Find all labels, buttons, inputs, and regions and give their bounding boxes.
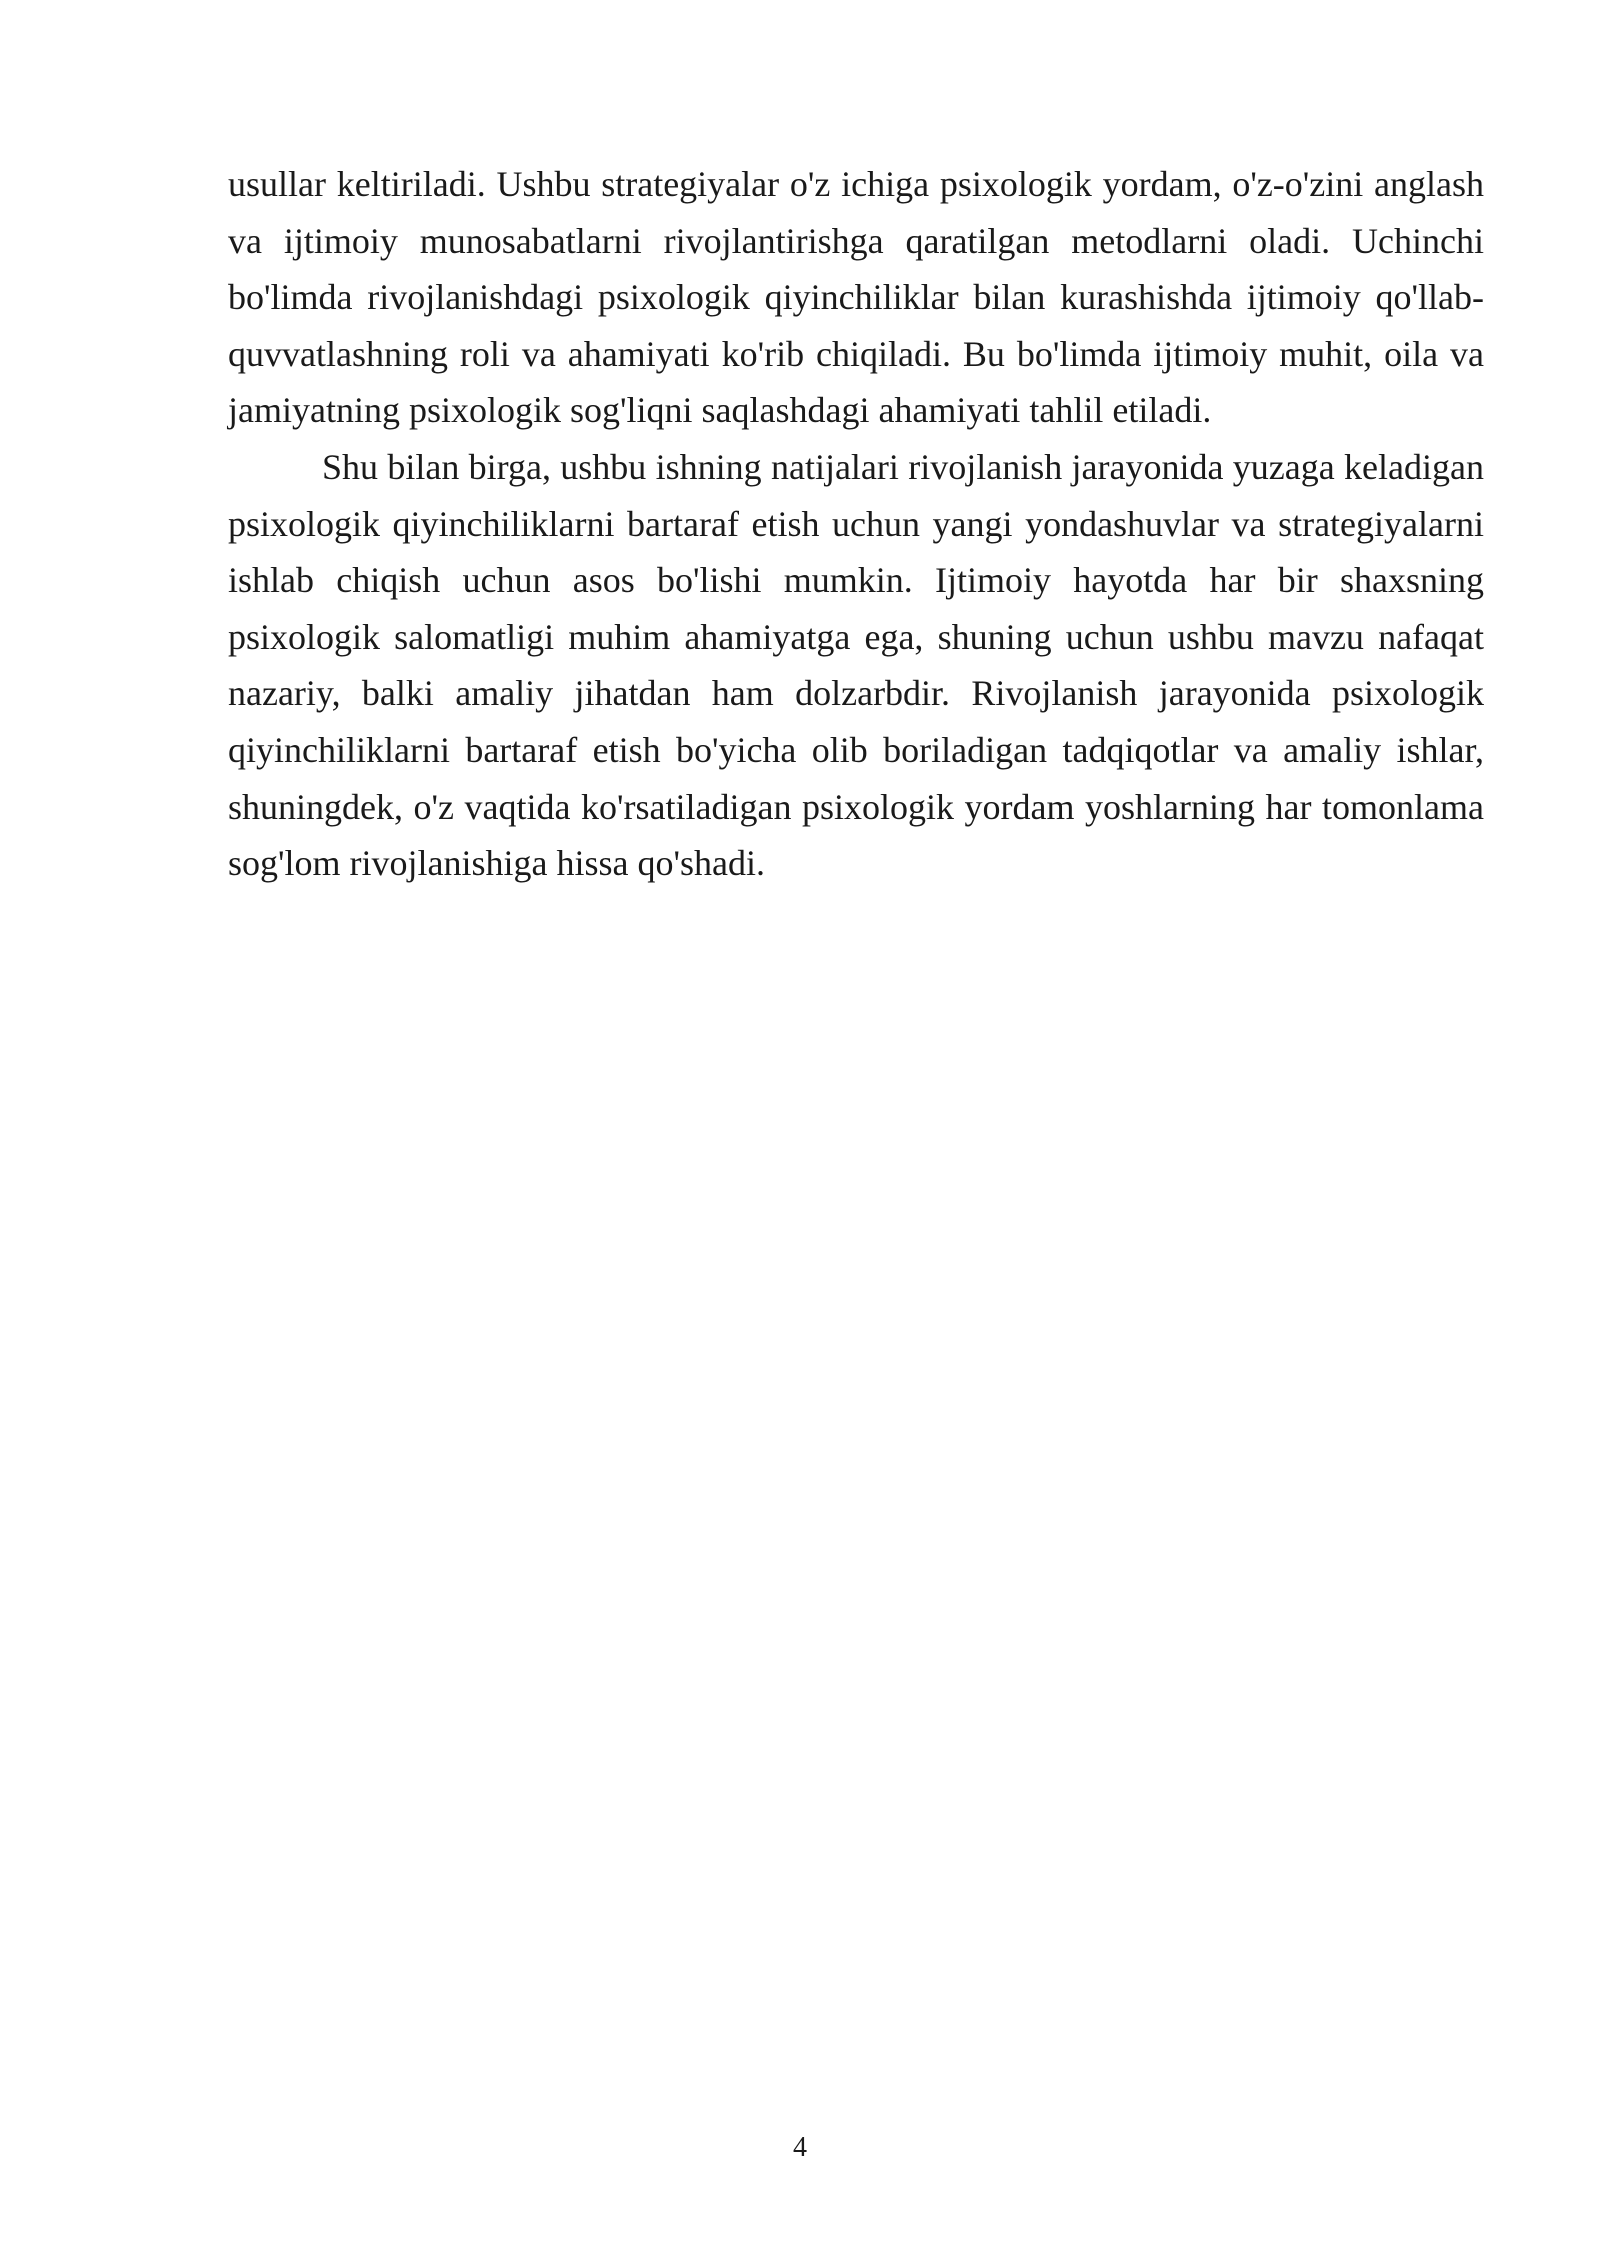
page-number: 4 [793,2132,807,2163]
paragraph-continuation: usullar keltiriladi. Ushbu strategiyalar o'z ichiga psixologik yordam, o'z-o'zini anglash va ijtimoiy munosabatlarni rivojlantirishga qaratilgan metodlarni oladi. Uchinchi bo'limda rivojlanishdagi psixologik qiyinchiliklar bilan kurashishda ijtimoiy qo'llab-quvvatlashning roli va ahamiyati ko'rib chiqiladi. Bu bo'limda ijtimoiy muhit, oila va jamiyatning psixologik sog'liqni saqlashdagi ahamiyati tahlil etiladi. [228,164,1484,431]
body-text [228,156,1484,892]
paragraph-conclusion: Shu bilan birga, ushbu ishning natijalari rivojlanish jarayonida yuzaga keladigan psixologik qiyinchiliklarni bartaraf etish uchun yangi yondashuvlar va strategiyalarni ishlab chiqish uchun asos bo'lishi mumkin. Ijtimoiy hayotda har bir shaxsning psixologik salomatligi muhim ahamiyatga ega, shuning uchun ushbu mavzu nafaqat nazariy, balki amaliy jihatdan ham dolzarbdir. Rivojlanish jarayonida psixologik qiyinchiliklarni bartaraf etish bo'yicha olib boriladigan tadqiqotlar va amaliy ishlar, shuningdek, o'z vaqtida ko'rsatiladigan psixologik yordam yoshlarning har tomonlama sog'lom rivojlanishiga hissa qo'shadi. [228,446,1484,884]
